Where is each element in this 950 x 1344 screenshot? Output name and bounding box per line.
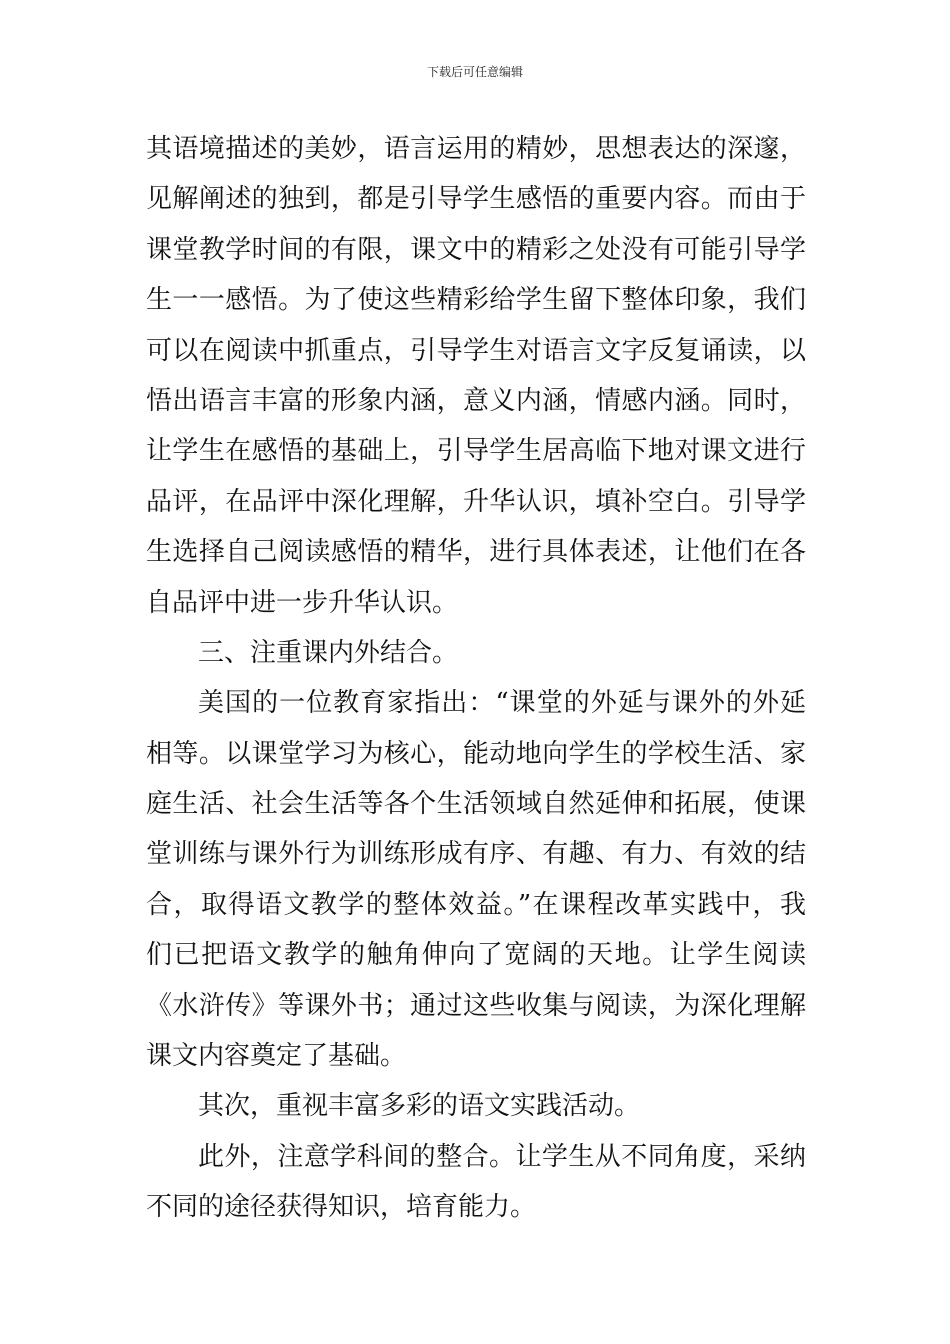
- text-line: 品评，在品评中深化理解，升华认识，填补空白。引导学: [146, 486, 806, 517]
- text-line: 《水浒传》等课外书；通过这些收集与阅读，为深化理解: [146, 990, 806, 1021]
- text-line: 课文内容奠定了基础。: [146, 1041, 407, 1072]
- text-line: 相等。以课堂学习为核心，能动地向学生的学校生活、家: [146, 738, 806, 769]
- text-line: 生选择自己阅读感悟的精华，进行具体表述，让他们在各: [146, 537, 806, 568]
- text-line: 悟出语言丰富的形象内涵，意义内涵，情感内涵。同时，: [146, 385, 806, 416]
- text-line: 合，取得语文教学的整体效益。”在课程改革实践中，我: [146, 889, 806, 920]
- text-line: 此外，注意学科间的整合。让学生从不同角度，采纳: [198, 1141, 806, 1172]
- document-body: [146, 124, 806, 1233]
- text-line: 让学生在感悟的基础上，引导学生居高临下地对课文进行: [146, 436, 806, 467]
- text-line: 堂训练与课外行为训练形成有序、有趣、有力、有效的结: [146, 839, 806, 870]
- text-line: 庭生活、社会生活等各个生活领域自然延伸和拓展，使课: [146, 789, 806, 820]
- text-line: 不同的途径获得知识，培育能力。: [146, 1192, 537, 1223]
- text-line: 其语境描述的美妙，语言运用的精妙，思想表达的深邃，: [146, 134, 806, 164]
- section-heading: 三、注重课内外结合。: [198, 637, 459, 668]
- text-line: 生一一感悟。为了使这些精彩给学生留下整体印象，我们: [146, 285, 806, 316]
- text-line: 自品评中进一步升华认识。: [146, 587, 459, 618]
- text-line: 可以在阅读中抓重点，引导学生对语言文字反复诵读，以: [146, 335, 806, 366]
- text-line: 们已把语文教学的触角伸向了宽阔的天地。让学生阅读: [146, 940, 806, 971]
- text-line: 见解阐述的独到，都是引导学生感悟的重要内容。而由于: [146, 184, 806, 215]
- text-line: 其次，重视丰富多彩的语文实践活动。: [198, 1091, 641, 1122]
- page-header: 下载后可任意编辑: [426, 65, 523, 79]
- text-line: 美国的一位教育家指出：“课堂的外延与课外的外延: [198, 688, 806, 719]
- text-line: 课堂教学时间的有限，课文中的精彩之处没有可能引导学: [146, 234, 806, 265]
